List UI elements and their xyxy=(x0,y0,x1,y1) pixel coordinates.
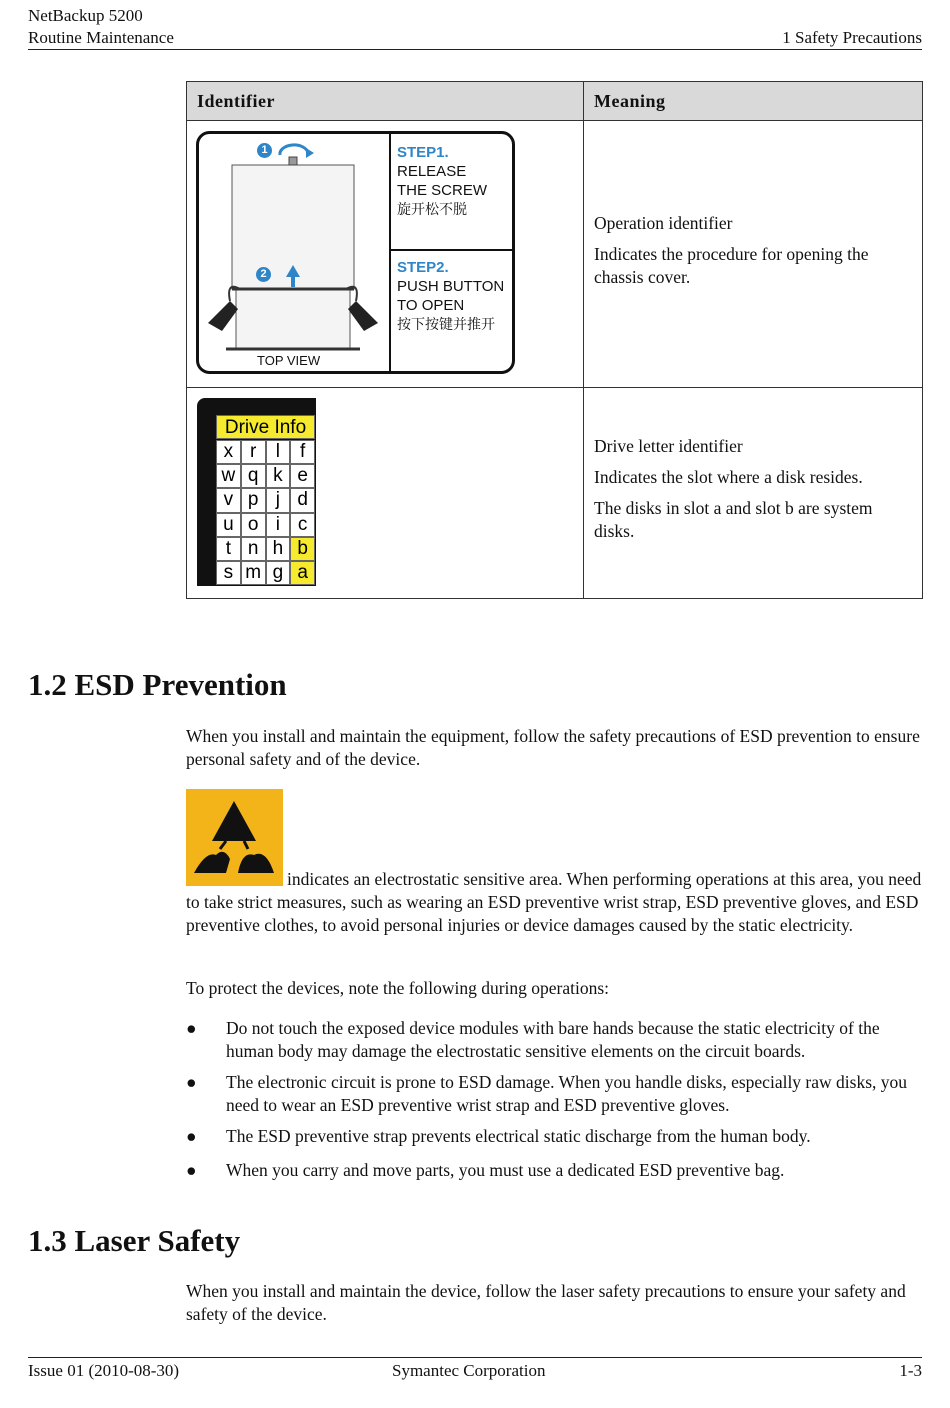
bullet-icon: ● xyxy=(186,1018,197,1038)
step2-chinese: 按下按键并推开 xyxy=(397,316,495,332)
drive-slot-x: x xyxy=(216,440,241,464)
bullet-icon: ● xyxy=(186,1072,197,1092)
drive-identifier-desc2: The disks in slot a and slot b are system disks. xyxy=(594,498,873,541)
step1-chinese: 旋开松不脱 xyxy=(397,201,467,217)
drive-slot-v: v xyxy=(216,488,241,512)
drive-slot-r: r xyxy=(241,440,266,464)
esd-bullet-list xyxy=(186,1017,926,1190)
header-chapter: 1 Safety Precautions xyxy=(782,28,922,47)
esd-bullet-item: ● The ESD preventive strap prevents electrical static discharge from the human body. xyxy=(186,1126,811,1146)
esd-bullet-item: ● When you carry and move parts, you must use a dedicated ESD preventive bag. xyxy=(186,1160,785,1180)
top-view-label: TOP VIEW xyxy=(257,353,321,368)
drive-slot-n: n xyxy=(241,537,266,561)
drive-slot-s: s xyxy=(216,561,241,585)
esd-note-intro: To protect the devices, note the following during operations: xyxy=(186,978,610,998)
step1-marker: 1 xyxy=(257,143,272,158)
chassis-cover-procedure-figure xyxy=(196,131,516,375)
drive-slot-e: e xyxy=(290,464,315,488)
drive-slot-p: p xyxy=(241,488,266,512)
bullet-icon: ● xyxy=(186,1126,197,1146)
drive-identifier-title: Drive letter identifier xyxy=(594,436,743,456)
drive-slot-o: o xyxy=(241,513,266,537)
step1-line2: THE SCREW xyxy=(397,182,487,199)
laser-heading: 1.3 Laser Safety xyxy=(28,1223,241,1258)
footer-issue: Issue 01 (2010-08-30) xyxy=(28,1361,180,1380)
bullet-icon: ● xyxy=(186,1160,197,1180)
esd-heading: 1.2 ESD Prevention xyxy=(28,667,287,702)
footer-page-number: 1-3 xyxy=(899,1361,922,1380)
drive-slot-a: a xyxy=(290,561,315,585)
footer-company: Symantec Corporation xyxy=(392,1361,546,1380)
step2-marker: 2 xyxy=(256,267,271,282)
column-header-meaning: Meaning xyxy=(584,82,923,121)
header-product: NetBackup 5200 xyxy=(28,6,143,25)
drive-slot-c: c xyxy=(290,513,315,537)
column-header-identifier: Identifier xyxy=(187,82,584,121)
drive-slot-w: w xyxy=(216,464,241,488)
step1-line1: RELEASE xyxy=(397,163,467,180)
drive-slot-k: k xyxy=(266,464,291,488)
drive-slot-l: l xyxy=(266,440,291,464)
operation-identifier-title: Operation identifier xyxy=(594,212,733,233)
drive-info-label: Drive Info xyxy=(216,415,315,439)
esd-intro: When you install and maintain the equipment, follow the safety precautions of ESD prevention to ensure personal safety and of the device. xyxy=(186,726,920,769)
drive-slot-f: f xyxy=(290,440,315,464)
header-rule xyxy=(28,49,922,50)
footer-rule xyxy=(28,1357,922,1358)
operation-identifier-desc: Indicates the procedure for opening the chassis cover. xyxy=(594,243,869,287)
step1-title: STEP1. xyxy=(397,144,449,161)
drive-slot-j: j xyxy=(266,488,291,512)
drive-meaning-cell xyxy=(584,388,923,599)
header-manual: Routine Maintenance xyxy=(28,28,174,47)
step2-line1: PUSH BUTTON xyxy=(397,278,505,295)
drive-slot-h: h xyxy=(266,537,291,561)
drive-slot-t: t xyxy=(216,537,241,561)
laser-intro: When you install and maintain the device, follow the laser safety precautions to ensure your safety and safety of the device. xyxy=(186,1281,906,1324)
step2-title: STEP2. xyxy=(397,259,449,276)
drive-slot-b: b xyxy=(290,537,315,561)
drive-slot-q: q xyxy=(241,464,266,488)
drive-slot-i: i xyxy=(266,513,291,537)
esd-bullet-item: ● The electronic circuit is prone to ESD damage. When you handle disks, especially raw disks, you need to wear an ESD preventive wrist strap and ESD preventive gloves. xyxy=(186,1072,908,1115)
drive-identifier-desc: Indicates the slot where a disk resides. xyxy=(594,467,863,487)
operation-meaning-cell xyxy=(584,121,923,388)
drive-slot-g: g xyxy=(266,561,291,585)
drive-slot-u: u xyxy=(216,513,241,537)
esd-icon-description: indicates an electrostatic sensitive area. When performing operations at this area, you need to take strict measures, such as wearing an ESD preventive wrist strap, ESD preventive gloves, and ESD preventive clothes, to avoid personal injuries or device damages caused by the static electricity. xyxy=(186,869,922,935)
step2-line2: TO OPEN xyxy=(397,297,465,314)
drive-slot-d: d xyxy=(290,488,315,512)
esd-bullet-item: ● Do not touch the exposed device modules with bare hands because the static electricity of the human body may damage the electrostatic sensitive elements on the circuit boards. xyxy=(186,1018,880,1061)
drive-slot-m: m xyxy=(241,561,266,585)
